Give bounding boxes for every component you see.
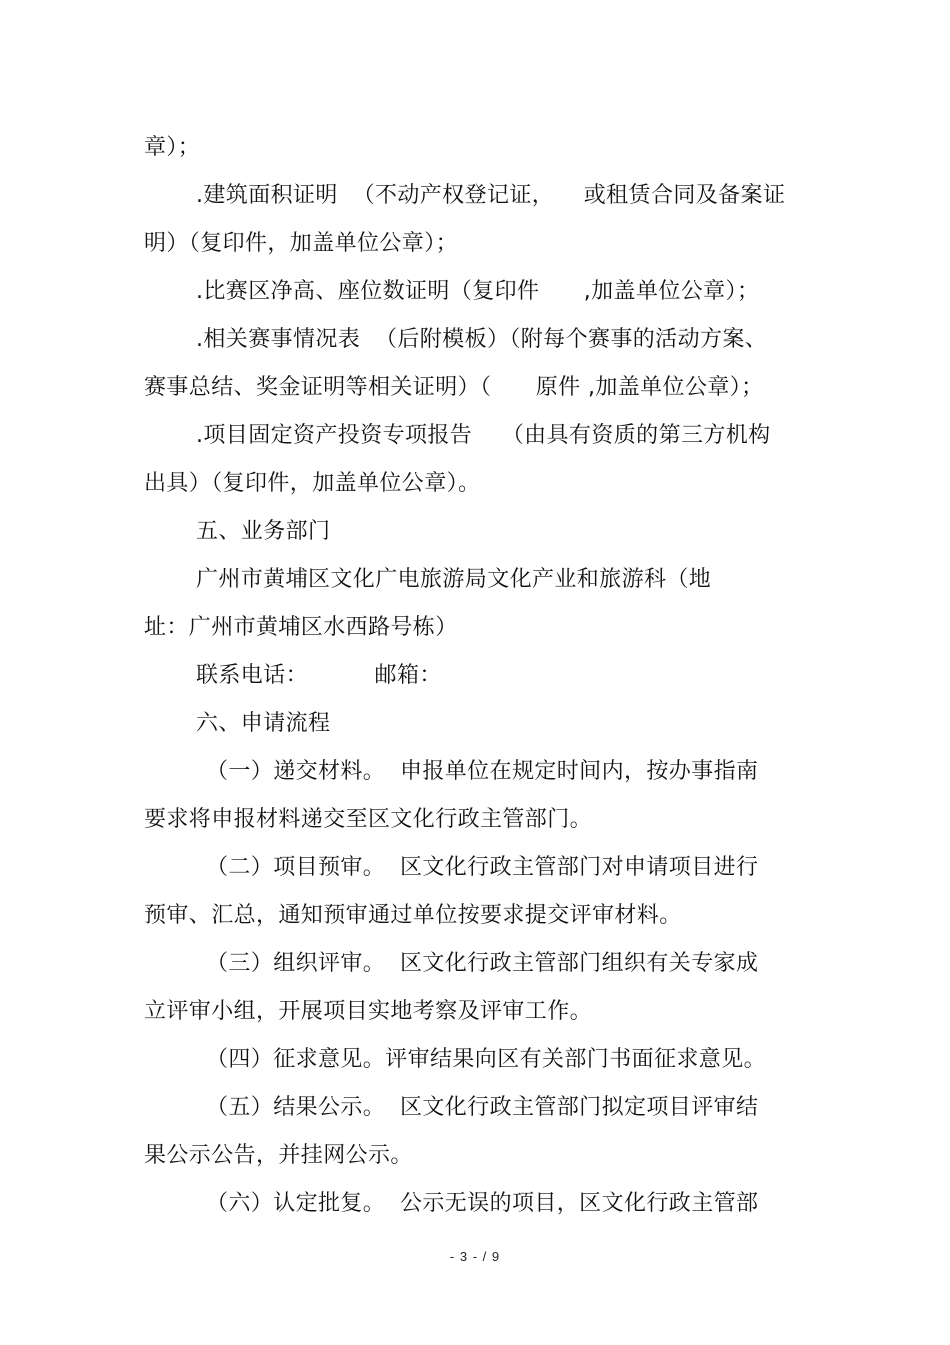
text-line: 广州市黄埔区文化广电旅游局文化产业和旅游科（地 <box>196 567 712 592</box>
text-line: 立评审小组，开展项目实地考察及评审工作。 <box>144 999 593 1024</box>
text-line: 预审、汇总，通知预审通过单位按要求提交评审材料。 <box>144 903 682 928</box>
text-line: .项目固定资产投资专项报告 （由具有资质的第三方机构 <box>196 423 771 448</box>
text-line: .建筑面积证明 （不动产权登记证， 或租赁合同及备案证 <box>196 183 786 208</box>
text-line: 章）； <box>144 135 201 160</box>
text-line: （六）认定批复。 公示无误的项目，区文化行政主管部 <box>206 1191 759 1216</box>
text-line: .比赛区净高、座位数证明（复印件 ,加盖单位公章）； <box>196 279 760 304</box>
page-number: - 3 - / 9 <box>449 1249 501 1264</box>
section-heading: 六、申请流程 <box>196 711 331 736</box>
text-line: 赛事总结、奖金证明等相关证明）（ 原件 ,加盖单位公章）； <box>144 375 764 400</box>
text-line: （四）征求意见。评审结果向区有关部门书面征求意见。 <box>206 1047 767 1072</box>
text-line: （一）递交材料。 申报单位在规定时间内，按办事指南 <box>206 759 759 784</box>
text-line: （五）结果公示。 区文化行政主管部门拟定项目评审结 <box>206 1095 759 1120</box>
text-line: 果公示公告，并挂网公示。 <box>144 1143 413 1168</box>
text-line: 要求将申报材料递交至区文化行政主管部门。 <box>144 807 593 832</box>
text-line: （三）组织评审。 区文化行政主管部门组织有关专家成 <box>206 951 759 976</box>
text-line: 明）（复印件，加盖单位公章）； <box>144 231 459 256</box>
text-line: .相关赛事情况表 （后附模板）（附每个赛事的活动方案、 <box>196 327 768 352</box>
text-line: 址：广州市黄埔区水西路号栋） <box>144 615 458 640</box>
text-line: （二）项目预审。 区文化行政主管部门对申请项目进行 <box>206 855 759 880</box>
section-heading: 五、业务部门 <box>196 519 331 544</box>
text-line: 出具）（复印件，加盖单位公章）。 <box>144 471 481 496</box>
contact-line: 联系电话： 邮箱： <box>196 663 442 688</box>
